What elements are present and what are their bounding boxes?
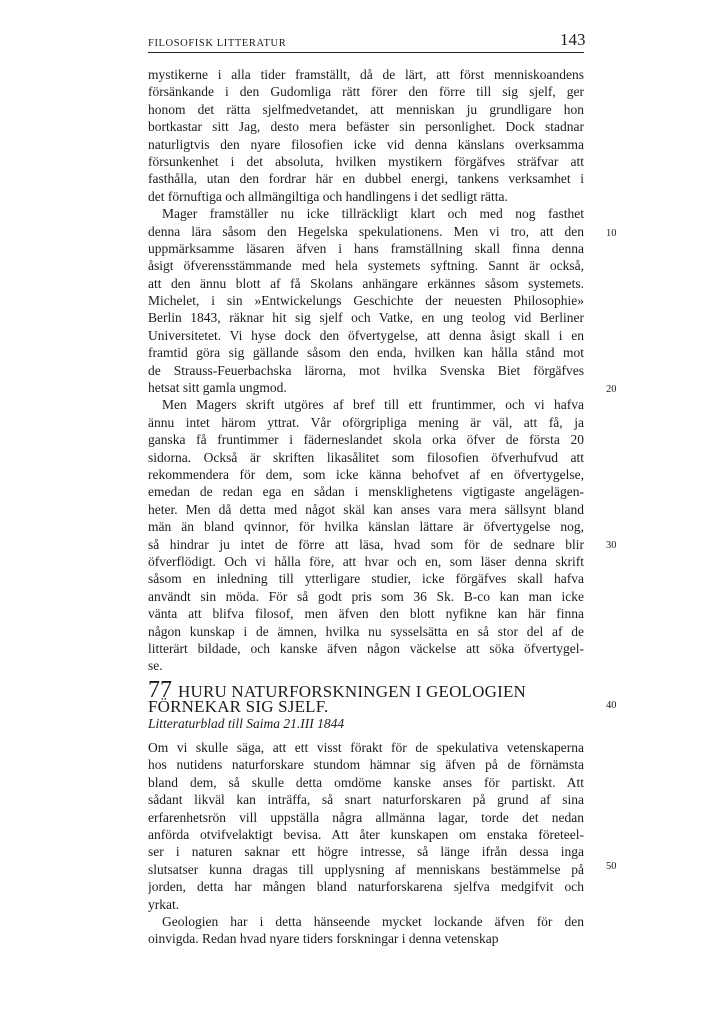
- text-line: användt sin möda. För så godt pris som 36 Sk. B-co kan man icke: [148, 588, 584, 604]
- text-line: heter. Men då detta med något skäl kan anses vara mera sällsynt bland: [148, 501, 584, 517]
- text-line: naturligtvis den nyare filosofien icke vid denna känslans overksamma: [148, 136, 584, 152]
- text-line: anförda otvifvelaktigt bevisa. Att åter kunskapen om enstaka företeel-: [148, 826, 584, 842]
- margin-line-number: 20: [606, 384, 617, 395]
- margin-line-number: 50: [606, 861, 617, 872]
- text-line: denna lära såsom den Hegelska spekulationens. Men vi tro, att den: [148, 223, 584, 239]
- text-line: litterärt bildade, och kanske äfven någon väckelse att söka öfvertygel-: [148, 640, 584, 656]
- margin-line-number: 10: [606, 228, 617, 239]
- text-line: slutsatser kunna dragas till upplysning af menniskans bestämmelse på: [148, 861, 584, 877]
- text-line: det förnuftiga och allmängiltiga och handlingens i det sedligt rätta.: [148, 188, 508, 204]
- text-line: hetsat sitt gamla ungmod.: [148, 380, 287, 396]
- text-line: Om vi skulle säga, att ett visst förakt för de spekulativa vetenskaperna: [148, 740, 584, 755]
- text-line: ganska få fruntimmer i fäderneslandet skola orka öfver de första 20: [148, 432, 584, 448]
- text-line: mystikerne i alla tider framställt, då de lärt, att först menniskoandens: [148, 67, 584, 82]
- header-rule: [148, 52, 584, 53]
- text-line: se.: [148, 658, 163, 674]
- text-line: framtid göra sig gällande såsom den enda, hvilken kan hålla stånd mot: [148, 345, 584, 361]
- text-line: män än bland qvinnor, för hvilka känslan lättare är öfvertygelse nog,: [148, 519, 584, 535]
- text-line: någon kunskap i de ämnen, hvilka nu sysselsätta en så stor del af de: [148, 623, 584, 639]
- text-line: bland dem, så skulle detta omdöme kanske anses för partiskt. Att: [148, 774, 584, 790]
- text-line: såsom en inledning till ytterligare studier, icke förgäfves skall hafva: [148, 571, 584, 587]
- text-line: rekommendera för dem, som icke känna behofvet af en öfvertygelse,: [148, 466, 584, 482]
- text-line: Mager framställer nu icke tillräckligt klart och med nog fasthet: [162, 206, 584, 222]
- text-line: Geologien har i detta hänseende mycket lockande äfven för den: [162, 913, 584, 929]
- text-section-1: [148, 66, 584, 675]
- article-number: 77: [148, 677, 172, 703]
- text-line: emedan de redan ega en sådan i mensklighetens vigtigaste angelägen-: [148, 484, 584, 500]
- text-line: hos nutidens naturforskare stundom hämnar sig äfven på de förnämsta: [148, 757, 584, 773]
- text-line: vänta att blifva filosof, men äfven den blott nyfikne kan här finna: [148, 606, 584, 622]
- text-line: försänkande i den Gudomliga rätt förer den förre till sig sjelf, ger: [148, 84, 584, 100]
- text-section-2: [148, 739, 584, 948]
- text-line: fasthålla, utan den fordrar här en dubbel energi, tankens verksamhet i: [148, 171, 584, 187]
- article-source: Litteraturblad till Saima 21.III 1844: [148, 716, 345, 731]
- text-line: jorden, detta har mången bland naturforskarena sjelfva medgifvit och: [148, 879, 584, 895]
- article-title-line-2: FÖRNEKAR SIG SJELF.: [148, 697, 329, 716]
- text-line: Berlin 1843, räknar hit sig sjelf och Vatke, en ung teolog vid Berliner: [148, 310, 584, 326]
- text-line: Men Magers skrift utgöres af bref till ett fruntimmer, och vi hafva: [162, 397, 584, 413]
- text-line: åsigt öfverensstämmande med hela systemets syftning. Sannt är också,: [148, 258, 584, 274]
- page-number: 143: [560, 30, 586, 49]
- article-title-line-1: HURU NATURFORSKNINGEN I GEOLOGIEN: [178, 682, 527, 701]
- margin-line-number: 30: [606, 540, 617, 551]
- text-line: oinvigda. Redan hvad nyare tiders forskningar i denna vetenskap: [148, 931, 499, 947]
- text-line: sådant likväl kan inträffa, så snart naturforskaren på grund af sina: [148, 792, 584, 808]
- text-line: Universitetet. Vi hyse dock den öfvertygelse, att denna åsigt skall i en: [148, 327, 584, 343]
- text-line: bortkastar sitt Jag, desto mera befäster sin personlighet. Dock stadnar: [148, 119, 584, 135]
- text-line: yrkat.: [148, 896, 180, 912]
- running-header: FILOSOFISK LITTERATUR: [148, 38, 287, 49]
- text-line: Michelet, i sin »Entwickelungs Geschichte der neuesten Philosophie»: [148, 293, 584, 309]
- text-line: erfarenhetsrön vill uppställa några allmänna lagar, torde det nedan: [148, 809, 584, 825]
- text-line: att den ännu blott af få Skolans anhängare erkännes såsom systemets.: [148, 275, 584, 291]
- text-line: honom det rätta sjelfmedvetandet, att menniskan ju grundligare hon: [148, 101, 584, 117]
- text-line: sidorna. Också är skriften likasålitet som filosofien öfverhufvud att: [148, 449, 584, 465]
- text-line: de Strauss-Feuerbachska lärorna, mot hvilka Svenska Biet förgäfves: [148, 362, 584, 378]
- text-line: ännu intet härom yttrat. Vår oförgripliga mening är väl, att få, ja: [148, 414, 584, 430]
- text-line: uppmärksamme läsaren äfven i hans framställning skall finna denna: [148, 240, 584, 256]
- margin-line-number: 40: [606, 700, 617, 711]
- text-line: försunkenhet i det absoluta, hvilken mystikern förgäfves sträfvar att: [148, 153, 584, 169]
- text-line: öfverflödigt. Och vi hålla före, att hvar och en, som läser denna skrift: [148, 553, 584, 569]
- text-line: ser i naturen saknar ett högre intresse, så länge ifrån dessa inga: [148, 844, 584, 860]
- text-line: så hindrar ju intet de förre att läsa, hvad som för de sednare blir: [148, 536, 584, 552]
